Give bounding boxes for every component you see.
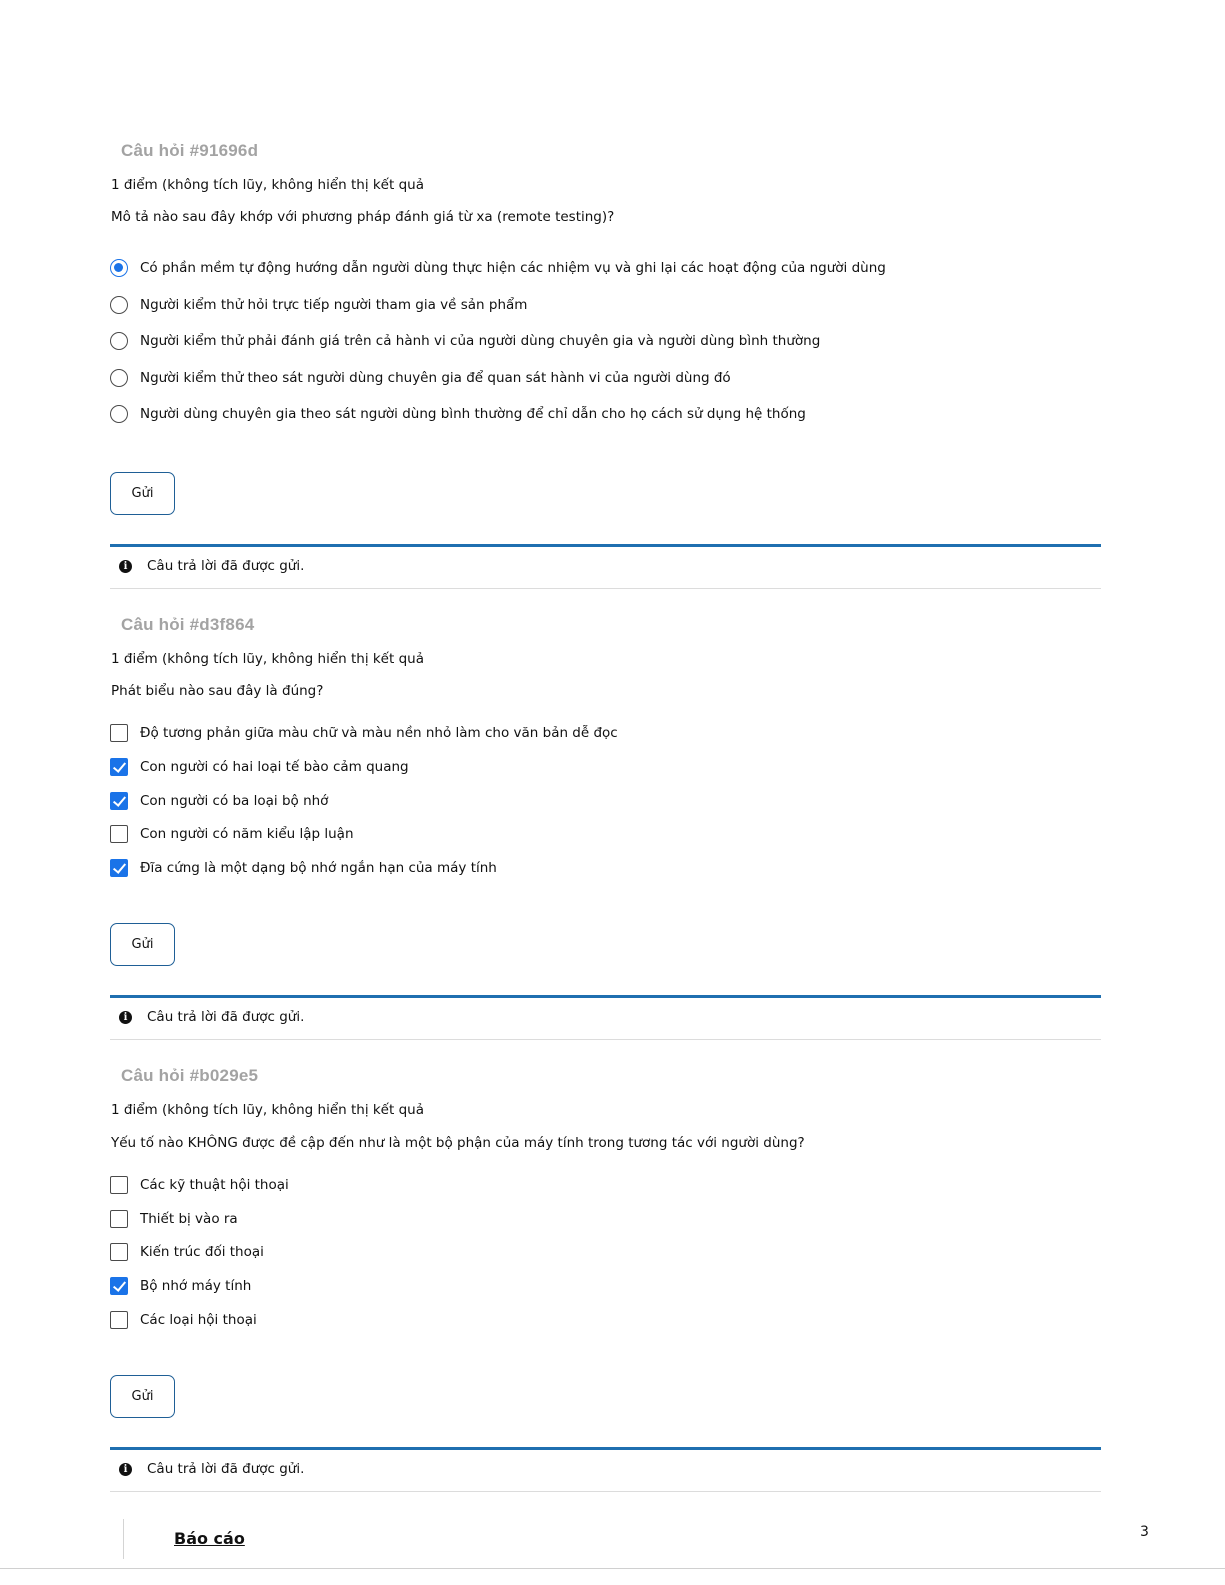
checkbox[interactable]: [110, 1277, 128, 1295]
question-prompt: Phát biểu nào sau đây là đúng?: [111, 683, 324, 699]
option-label: Người kiểm thử theo sát người dùng chuyên gia để quan sát hành vi của người dùng đó: [140, 370, 731, 386]
checkbox[interactable]: [110, 1311, 128, 1329]
notice-text: Câu trả lời đã được gửi.: [147, 1009, 305, 1025]
answer-option-2[interactable]: [110, 756, 409, 778]
question-prompt: Yếu tố nào KHÔNG được đề cập đến như là một bộ phận của máy tính trong tương tác với người dùng?: [111, 1135, 805, 1151]
answer-option-2[interactable]: [110, 1208, 238, 1230]
checkbox[interactable]: [110, 1176, 128, 1194]
checkbox[interactable]: [110, 1210, 128, 1228]
submit-button[interactable]: Gửi: [110, 472, 175, 515]
page-number: 3: [1140, 1524, 1149, 1540]
option-label: Các loại hội thoại: [140, 1312, 257, 1328]
notice-bar: [110, 995, 1101, 998]
submit-button[interactable]: Gửi: [110, 923, 175, 966]
option-label: Người kiểm thử phải đánh giá trên cả hành vi của người dùng chuyên gia và người dùng bình thường: [140, 333, 821, 349]
question-prompt: Mô tả nào sau đây khớp với phương pháp đánh giá từ xa (remote testing)?: [111, 209, 615, 225]
radio-button[interactable]: [110, 296, 128, 314]
info-icon: i: [119, 1011, 132, 1024]
divider: [110, 588, 1101, 589]
option-label: Con người có hai loại tế bào cảm quang: [140, 759, 409, 775]
option-label: Đĩa cứng là một dạng bộ nhớ ngắn hạn của máy tính: [140, 860, 497, 876]
report-link[interactable]: Báo cáo: [174, 1529, 245, 1548]
checkbox[interactable]: [110, 825, 128, 843]
page-bottom-divider: [0, 1568, 1225, 1569]
submission-notice: [119, 557, 304, 575]
report-container: [123, 1519, 291, 1559]
answer-option-4[interactable]: [110, 1275, 251, 1297]
answer-option-4[interactable]: [110, 823, 354, 845]
answer-option-5[interactable]: [110, 403, 806, 425]
question-points: 1 điểm (không tích lũy, không hiển thị kết quả: [111, 1102, 424, 1118]
answer-option-1[interactable]: [110, 257, 886, 279]
answer-option-3[interactable]: [110, 1241, 264, 1263]
radio-button[interactable]: [110, 259, 128, 277]
answer-option-1[interactable]: [110, 722, 618, 744]
notice-text: Câu trả lời đã được gửi.: [147, 558, 305, 574]
answer-option-3[interactable]: [110, 790, 328, 812]
answer-option-4[interactable]: [110, 367, 731, 389]
notice-bar: [110, 1447, 1101, 1450]
radio-button[interactable]: [110, 369, 128, 387]
option-label: Kiến trúc đối thoại: [140, 1244, 264, 1260]
option-label: Con người có năm kiểu lập luận: [140, 826, 354, 842]
option-label: Có phần mềm tự động hướng dẫn người dùng thực hiện các nhiệm vụ và ghi lại các hoạt động của người dùng: [140, 260, 886, 276]
question-title: Câu hỏi #91696d: [121, 141, 259, 160]
answer-option-1[interactable]: [110, 1174, 289, 1196]
question-points: 1 điểm (không tích lũy, không hiển thị kết quả: [111, 177, 424, 193]
option-label: Độ tương phản giữa màu chữ và màu nền nhỏ làm cho văn bản dễ đọc: [140, 725, 618, 741]
question-title: Câu hỏi #b029e5: [121, 1066, 259, 1085]
question-title: Câu hỏi #d3f864: [121, 615, 255, 634]
info-icon: i: [119, 560, 132, 573]
divider: [110, 1039, 1101, 1040]
option-label: Bộ nhớ máy tính: [140, 1278, 252, 1294]
info-icon: i: [119, 1463, 132, 1476]
answer-option-3[interactable]: [110, 330, 820, 352]
answer-option-5[interactable]: [110, 857, 497, 879]
submission-notice: [119, 1008, 304, 1026]
submission-notice: [119, 1460, 304, 1478]
option-label: Các kỹ thuật hội thoại: [140, 1177, 289, 1193]
radio-button[interactable]: [110, 332, 128, 350]
radio-button[interactable]: [110, 405, 128, 423]
checkbox[interactable]: [110, 792, 128, 810]
checkbox[interactable]: [110, 758, 128, 776]
checkbox[interactable]: [110, 859, 128, 877]
divider: [110, 1491, 1101, 1492]
option-label: Thiết bị vào ra: [140, 1211, 238, 1227]
submit-button[interactable]: Gửi: [110, 1375, 175, 1418]
checkbox[interactable]: [110, 724, 128, 742]
answer-option-2[interactable]: [110, 294, 527, 316]
notice-text: Câu trả lời đã được gửi.: [147, 1461, 305, 1477]
checkbox[interactable]: [110, 1243, 128, 1261]
question-points: 1 điểm (không tích lũy, không hiển thị kết quả: [111, 651, 424, 667]
option-label: Người kiểm thử hỏi trực tiếp người tham gia về sản phẩm: [140, 297, 528, 313]
answer-option-5[interactable]: [110, 1309, 257, 1331]
notice-bar: [110, 544, 1101, 547]
option-label: Con người có ba loại bộ nhớ: [140, 793, 329, 809]
option-label: Người dùng chuyên gia theo sát người dùng bình thường để chỉ dẫn cho họ cách sử dụng hệ thống: [140, 406, 806, 422]
